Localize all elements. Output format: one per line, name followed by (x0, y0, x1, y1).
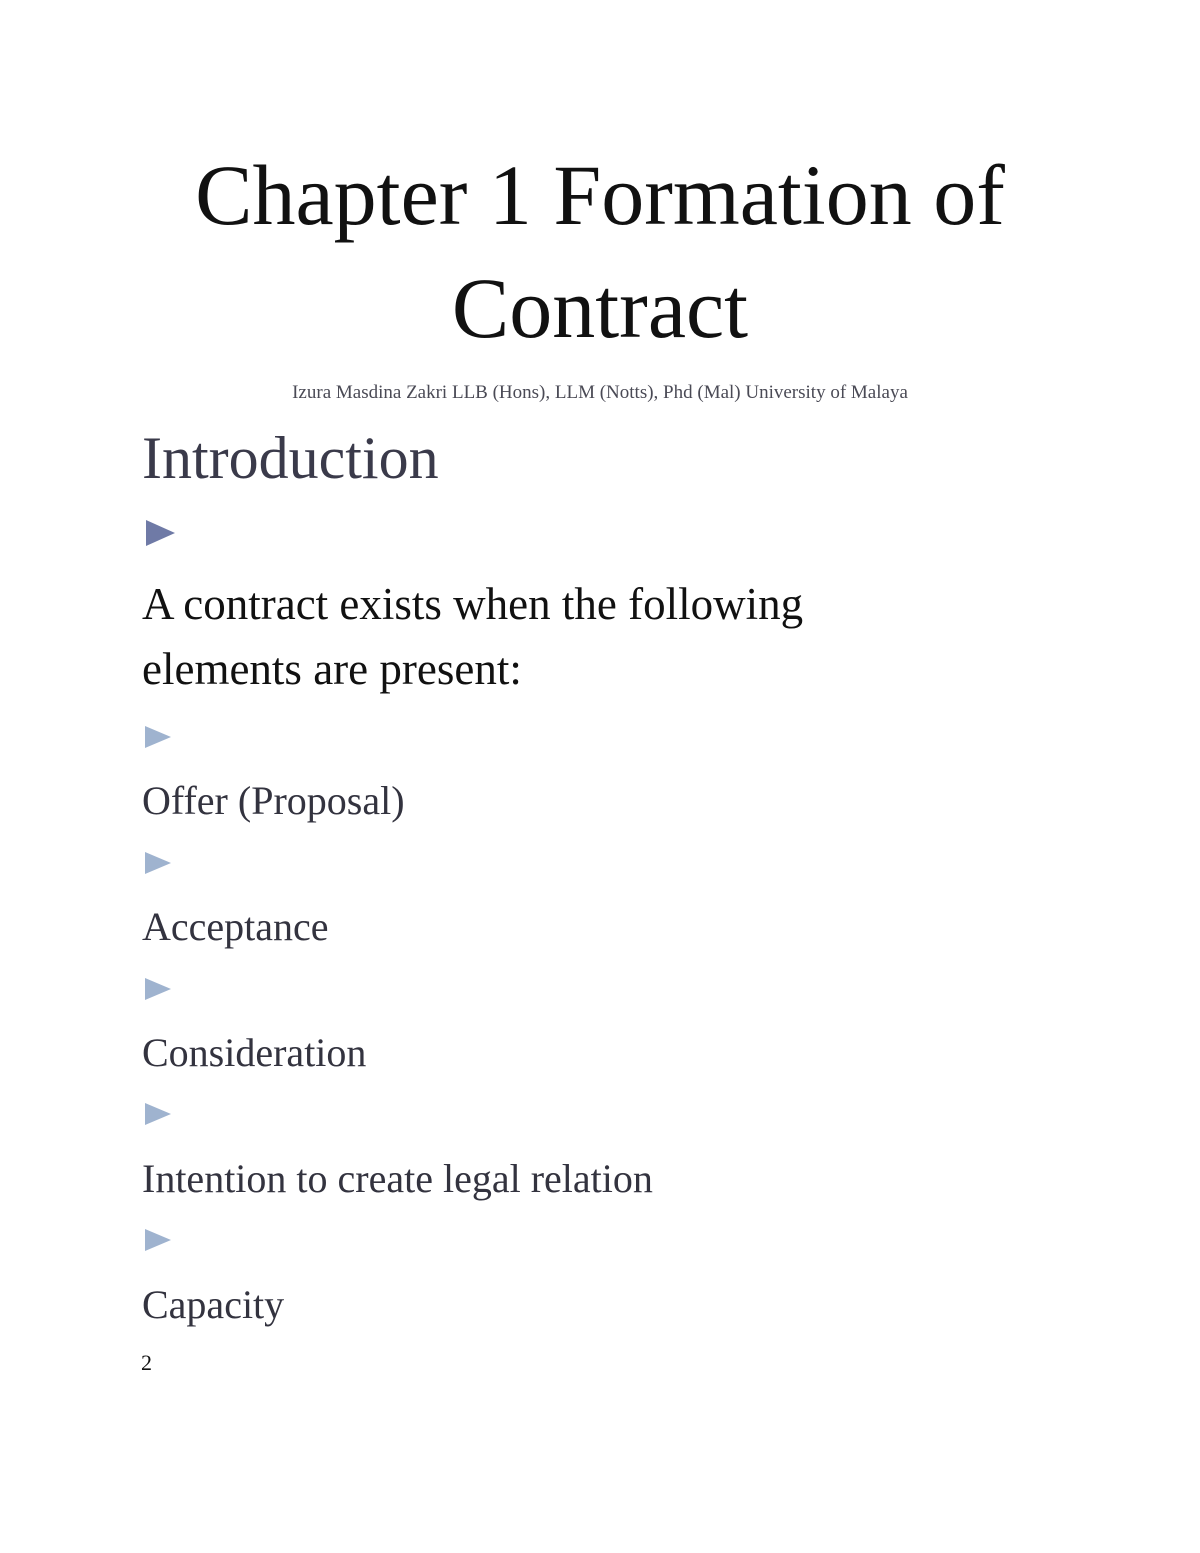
bullet-shape (145, 852, 171, 874)
triangle-right-icon (142, 847, 182, 887)
bullet-shape (146, 520, 175, 546)
triangle-right-icon (142, 1224, 182, 1264)
element-item-capacity: Capacity (142, 1282, 285, 1327)
bullet-shape (145, 978, 171, 1000)
intro-text-line-2: elements are present: (142, 644, 522, 694)
triangle-right-icon (142, 1098, 182, 1138)
document-title-line-1: Chapter 1 Formation of (195, 147, 1005, 243)
element-item-offer: Offer (Proposal) (142, 778, 405, 823)
document-title-line-2: Contract (451, 260, 749, 356)
section-heading: Introduction (142, 425, 439, 491)
bullet-shape (145, 726, 171, 748)
element-item-acceptance: Acceptance (142, 904, 329, 949)
page-number: 2 (141, 1350, 152, 1375)
bullet-shape (145, 1229, 171, 1251)
author-credit: Izura Masdina Zakri LLB (Hons), LLM (Notts), Phd (Mal) University of Malaya (292, 382, 908, 403)
element-item-intention: Intention to create legal relation (142, 1156, 653, 1201)
element-item-consideration: Consideration (142, 1030, 367, 1075)
bullet-shape (145, 1103, 171, 1125)
triangle-right-icon (142, 515, 182, 555)
triangle-right-icon (142, 973, 182, 1013)
intro-text-line-1: A contract exists when the following (142, 579, 804, 629)
triangle-right-icon (142, 721, 182, 761)
